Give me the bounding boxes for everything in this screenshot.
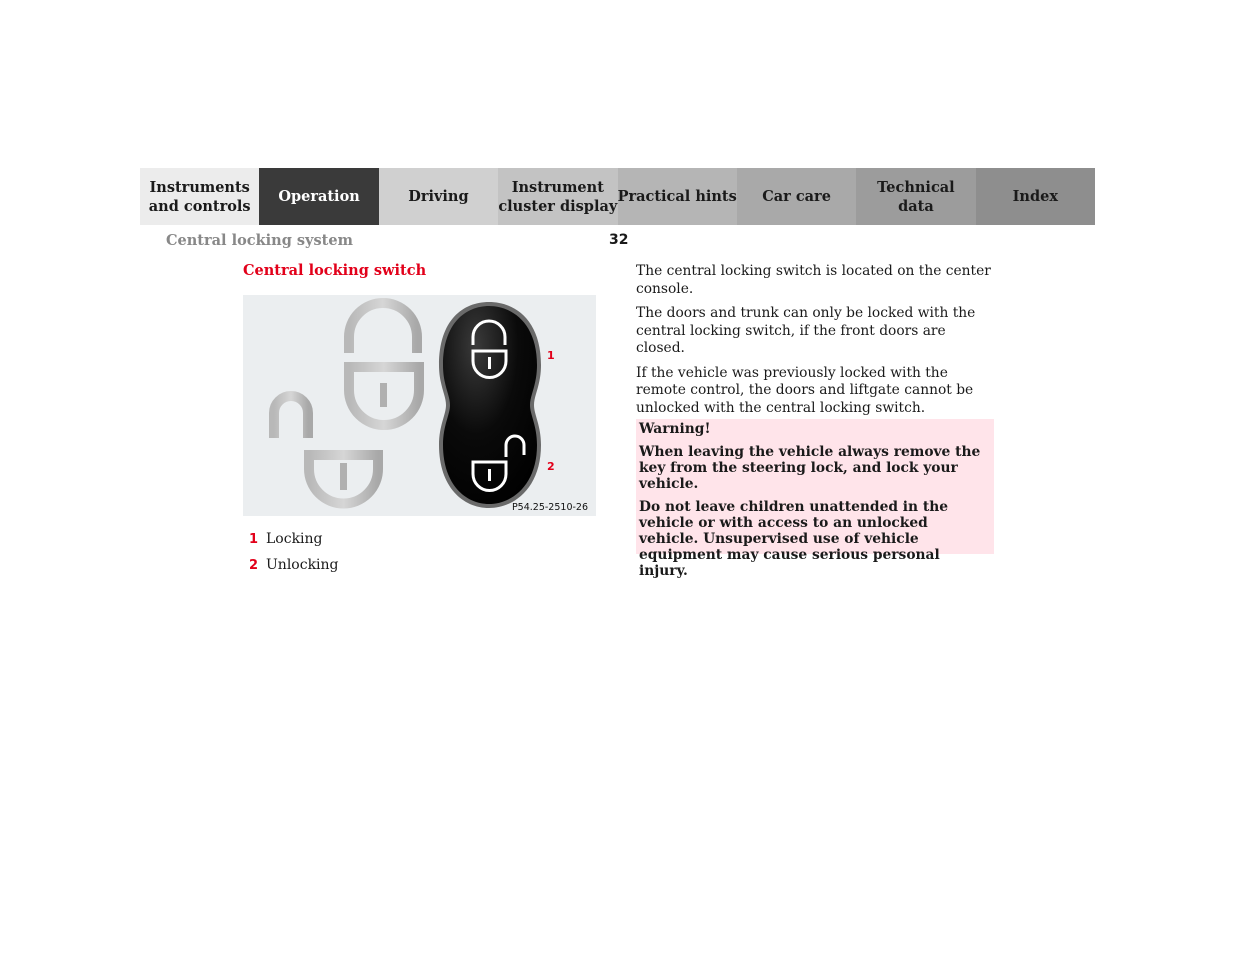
section-title: Central locking system (166, 232, 353, 249)
chapter-tabs (140, 168, 1095, 225)
section-heading: Central locking switch (243, 262, 427, 279)
legend-item (249, 531, 339, 557)
callout-1: 1 (547, 349, 555, 362)
paragraph: The doors and trunk can only be locked with the central locking switch, if the front doors are closed. (636, 305, 976, 356)
warning-box (636, 419, 994, 579)
callout-2: 2 (547, 460, 555, 473)
legend-item (249, 557, 339, 583)
tab-practical-hints[interactable]: Practical hints (618, 168, 737, 225)
warning-paragraph: Do not leave children unattended in the vehicle or with access to an unlocked vehicle. Unsupervised use of vehicle equipment may cause serious personal injury. (639, 499, 949, 579)
rocker-switch (439, 302, 541, 508)
tab-car-care[interactable]: Car care (737, 168, 856, 225)
body-text (636, 263, 998, 424)
tab-operation[interactable]: Operation (259, 168, 378, 225)
tab-instrument-cluster-display[interactable]: Instrument cluster display (498, 168, 617, 225)
tab-driving[interactable]: Driving (379, 168, 498, 225)
warning-title: Warning! (639, 421, 711, 437)
switch-illustration (243, 295, 596, 516)
figure-code: P54.25-2510-26 (511, 502, 588, 513)
paragraph: If the vehicle was previously locked with the remote control, the doors and liftgate cannot be unlocked with the central locking switch. (636, 364, 974, 416)
legend-number: 2 (249, 558, 259, 573)
figure-legend (249, 531, 339, 583)
legend-label: Unlocking (266, 557, 339, 573)
legend-number: 1 (249, 532, 259, 547)
paragraph: The central locking switch is located on the center console. (636, 263, 991, 297)
warning-paragraph: When leaving the vehicle always remove the key from the steering lock, and lock your vehicle. (639, 444, 981, 492)
closed-lock-icon (349, 303, 419, 425)
switch-illustration-graphic (243, 295, 596, 516)
page-number: 32 (609, 232, 629, 248)
tab-instruments-and-controls[interactable]: Instruments and controls (140, 168, 259, 225)
legend-label: Locking (266, 531, 323, 547)
tab-technical-data[interactable]: Technical data (856, 168, 975, 225)
tab-index[interactable]: Index (976, 168, 1095, 225)
